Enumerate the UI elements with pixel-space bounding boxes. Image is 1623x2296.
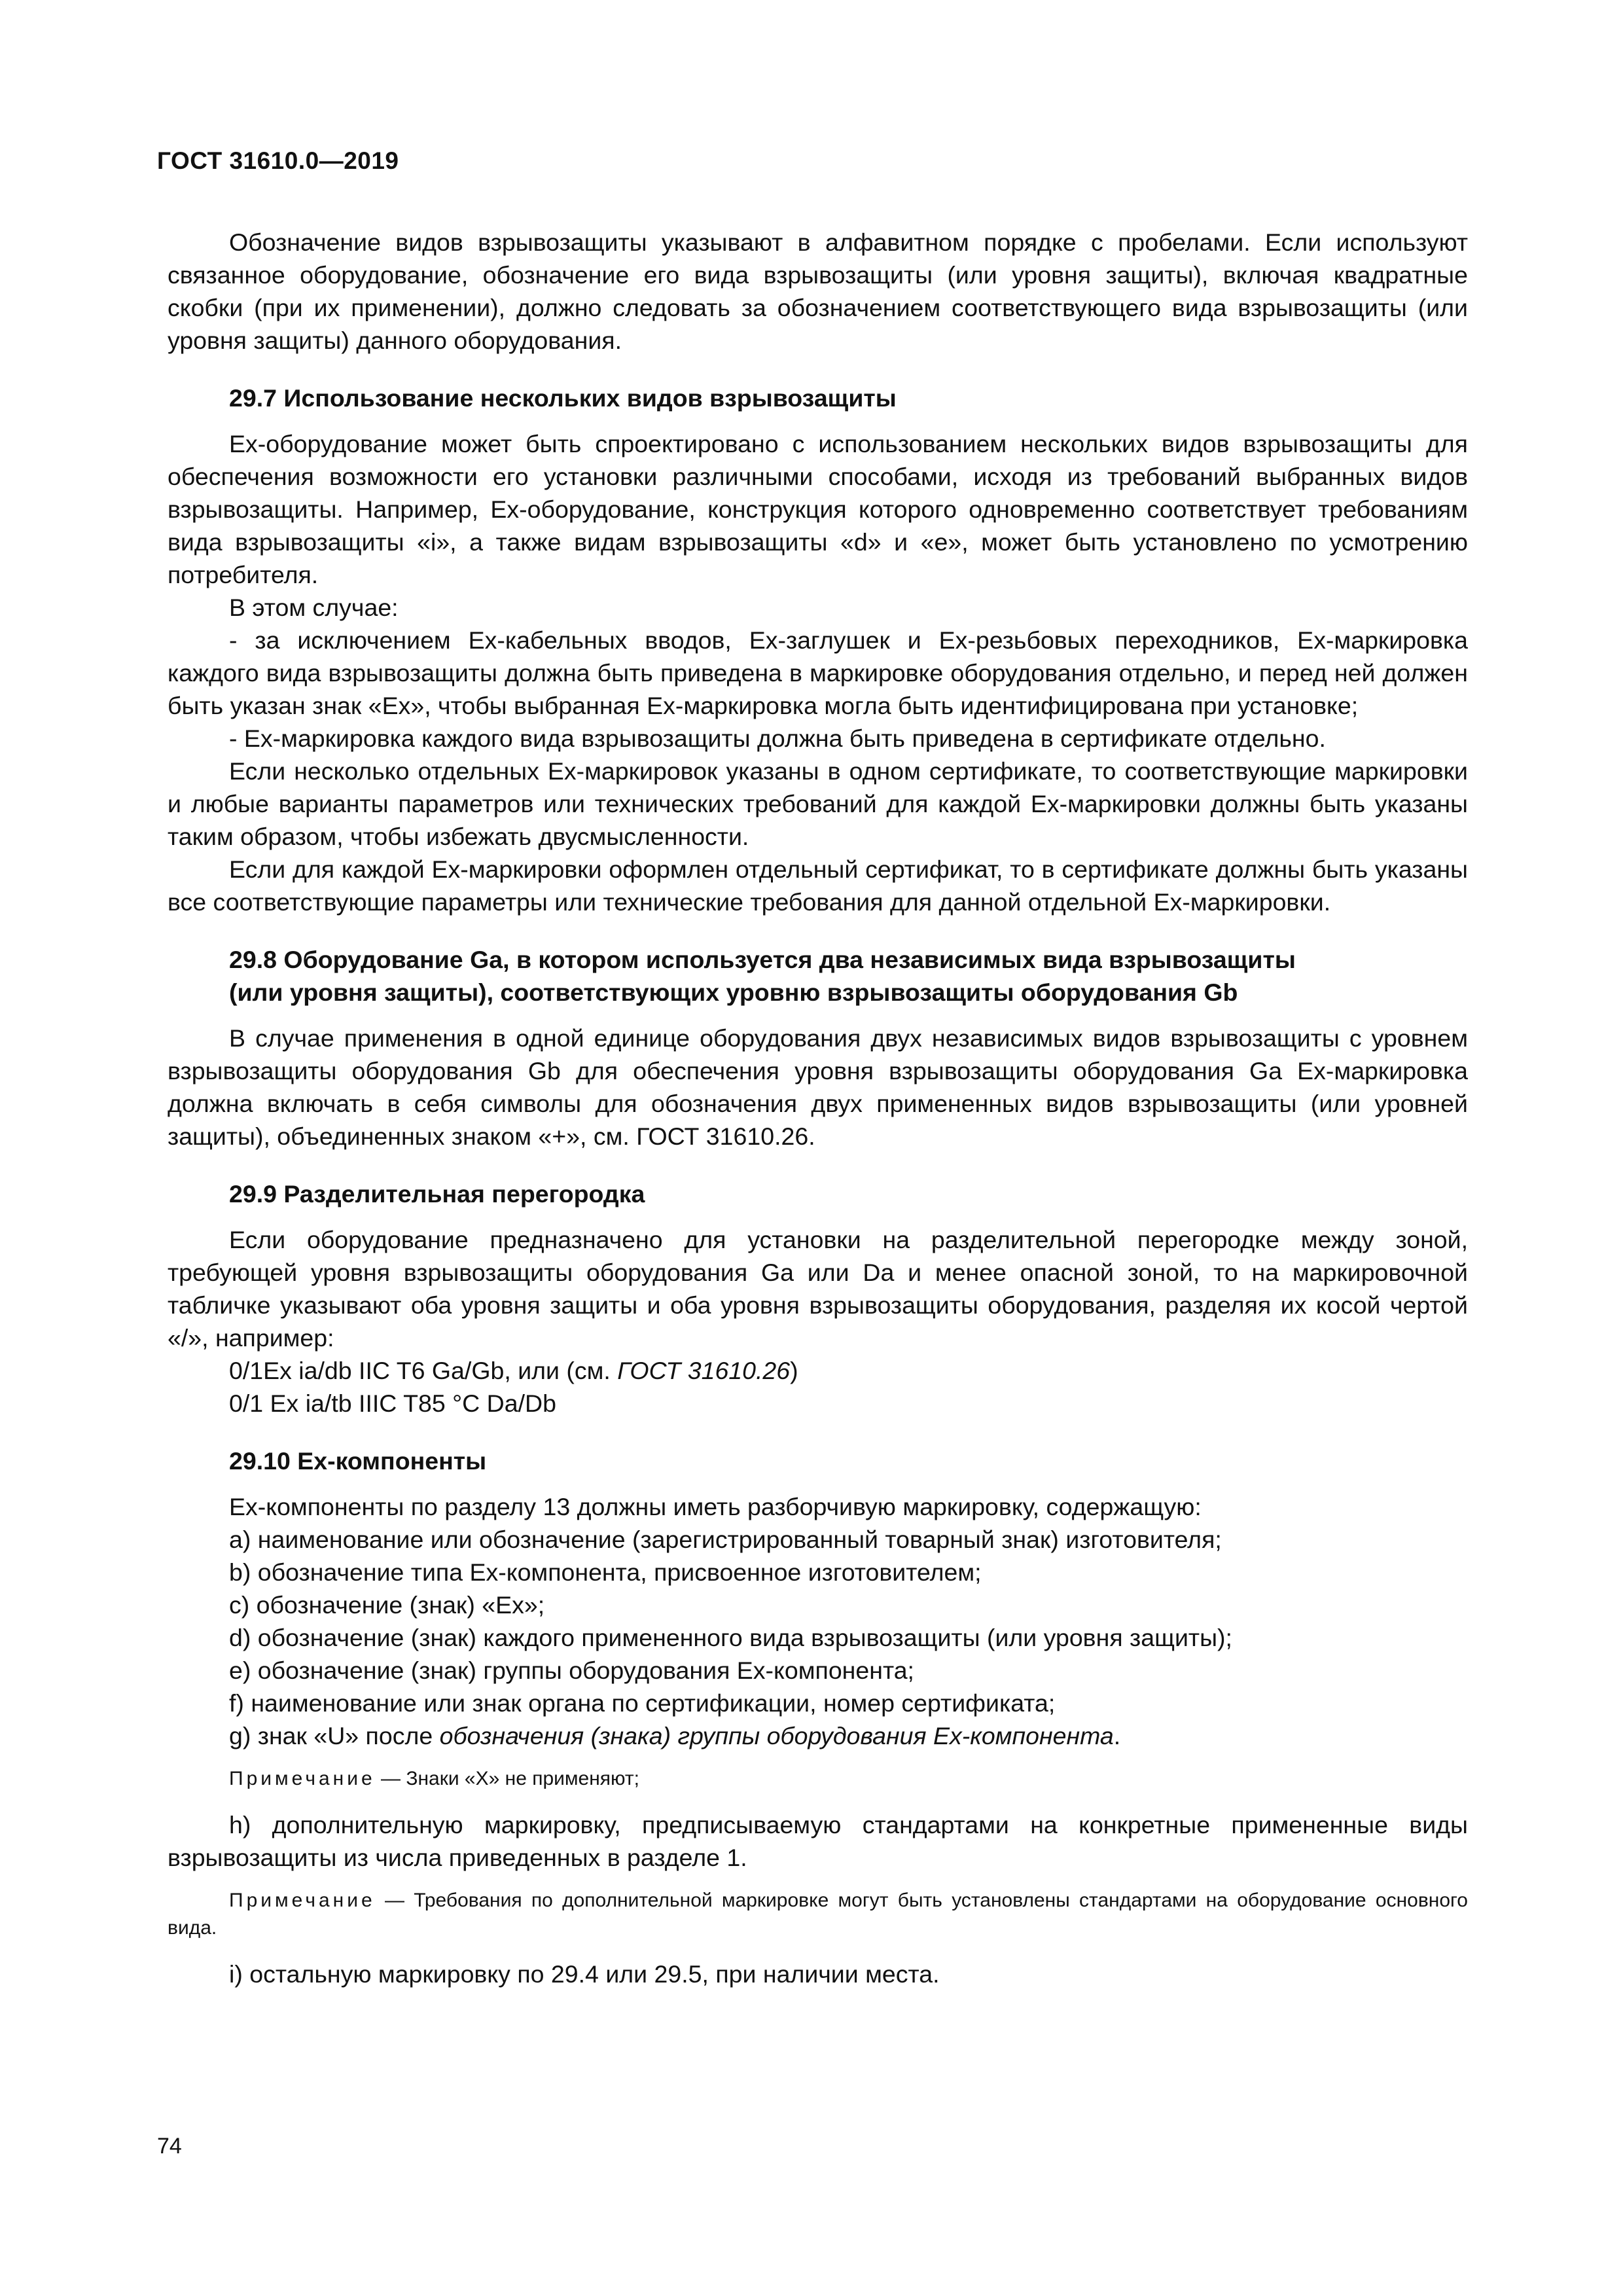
item-italic-text: обозначения (знака) группы оборудования Ex-компонента — [439, 1722, 1114, 1749]
section-heading-29-8 — [168, 943, 1468, 1009]
note-text: — Знаки «X» не применяют; — [375, 1768, 639, 1789]
note-label: Примечание — [229, 1768, 376, 1789]
list-item: d) обозначение (знак) каждого примененного вида взрывозащиты (или уровня защиты); — [229, 1624, 1232, 1651]
intro-paragraph: Обозначение видов взрывозащиты указывают в алфавитном порядке с пробелами. Если используют связанное оборудование, обозначение его вида взрывозащиты (или уровня защиты), включая квадратные скобки (при их применении), должно следовать за обозначением соответствующего вида взрывозащиты (или уровня защиты) данного оборудования. — [168, 228, 1468, 354]
item-text: . — [1113, 1722, 1121, 1749]
document-body — [168, 226, 1468, 1990]
list-item — [168, 1719, 1468, 1752]
marking-example: 0/1 Ex ia/tb IIIC T85 °C Da/Db — [229, 1390, 556, 1417]
page-number: 74 — [157, 2134, 182, 2159]
paragraph: В случае применения в одной единице оборудования двух независимых видов взрывозащиты с уровнем взрывозащиты оборудования Gb для обеспечения уровня взрывозащиты оборудования Ga Ex-маркировка должна включать в себя символы для обозначения двух примененных видов взрывозащиты (или уровней защиты), объединенных знаком «+», см. ГОСТ 31610.26. — [168, 1024, 1468, 1150]
paragraph: В этом случае: — [229, 594, 399, 621]
paragraph: Если несколько отдельных Ex-маркировок указаны в одном сертификате, то соответствующие маркировки и любые варианты параметров или технических требований для каждой Ex-маркировки должны быть указаны таким образом, чтобы избежать двусмысленности. — [168, 757, 1468, 850]
paragraph: Ex-оборудование может быть спроектировано с использованием нескольких видов взрывозащиты для обеспечения возможности его установки различными способами, исходя из требований выбранных видов взрывозащиты. Например, Ex-оборудование, конструкция которого одновременно соответствует требованиям вида взрывозащиты «i», а также видам взрывозащиты «d» и «e», может быть установлено по усмотрению потребителя. — [168, 430, 1468, 588]
item-text: g) знак «U» после — [229, 1722, 440, 1749]
list-item: a) наименование или обозначение (зарегистрированный товарный знак) изготовителя; — [229, 1526, 1222, 1553]
paragraph: Ex-компоненты по разделу 13 должны иметь разборчивую маркировку, содержащую: — [229, 1493, 1202, 1520]
paragraph: Если оборудование предназначено для установки на разделительной перегородке между зоной, требующей уровня взрывозащиты оборудования Ga или Da и менее опасной зоной, то на маркировочной табличке указывают оба уровня защиты и оба уровня взрывозащиты оборудования, разделяя их косой чертой «/», например: — [168, 1226, 1468, 1352]
list-item: f) наименование или знак органа по сертификации, номер сертификата; — [229, 1689, 1056, 1717]
list-item: - Ex-маркировка каждого вида взрывозащиты должна быть приведена в сертификате отдельно. — [229, 725, 1326, 752]
note-label: Примечание — [229, 1890, 376, 1911]
note-text: — Требования по дополнительной маркировке могут быть установлены стандартами на оборудование основного вида. — [168, 1890, 1468, 1939]
section-heading-29-9: 29.9 Разделительная перегородка — [229, 1180, 645, 1208]
heading-line: (или уровня защиты), соответствующих уровню взрывозащиты оборудования Gb — [229, 978, 1238, 1006]
note — [168, 1887, 1468, 1942]
list-item: h) дополнительную маркировку, предписываемую стандартами на конкретные примененные виды взрывозащиты из числа приведенных в разделе 1. — [168, 1811, 1468, 1871]
list-item: c) обозначение (знак) «Ex»; — [229, 1591, 545, 1619]
example-text: 0/1Ex ia/db IIC T6 Ga/Gb, или (см. — [229, 1357, 618, 1384]
list-item: e) обозначение (знак) группы оборудования Ex-компонента; — [229, 1657, 914, 1684]
document-header: ГОСТ 31610.0—2019 — [157, 147, 399, 174]
list-item: - за исключением Ex-кабельных вводов, Ex-заглушек и Ex-резьбовых переходников, Ex-маркировка каждого вида взрывозащиты должна быть приведена в маркировке оборудования отдельно, и перед ней должен быть указан знак «Ex», чтобы выбранная Ex-маркировка могла быть идентифицирована при установке; — [168, 626, 1468, 719]
standard-reference: ГОСТ 31610.26 — [617, 1357, 791, 1384]
paragraph: Если для каждой Ex-маркировки оформлен отдельный сертификат, то в сертификате должны быть указаны все соответствующие параметры или технические требования для данной отдельной Ex-маркировки. — [168, 855, 1468, 916]
example-text: ) — [790, 1357, 798, 1384]
section-heading-29-7: 29.7 Использование нескольких видов взрывозащиты — [229, 384, 897, 412]
marking-example — [168, 1354, 1468, 1387]
heading-line: 29.8 Оборудование Ga, в котором используется два независимых вида взрывозащиты — [229, 946, 1296, 973]
note — [168, 1765, 1468, 1793]
list-item: b) обозначение типа Ex-компонента, присвоенное изготовителем; — [229, 1558, 982, 1586]
list-item: i) остальную маркировку по 29.4 или 29.5, при наличии места. — [229, 1960, 940, 1988]
section-heading-29-10: 29.10 Ex-компоненты — [229, 1447, 487, 1475]
